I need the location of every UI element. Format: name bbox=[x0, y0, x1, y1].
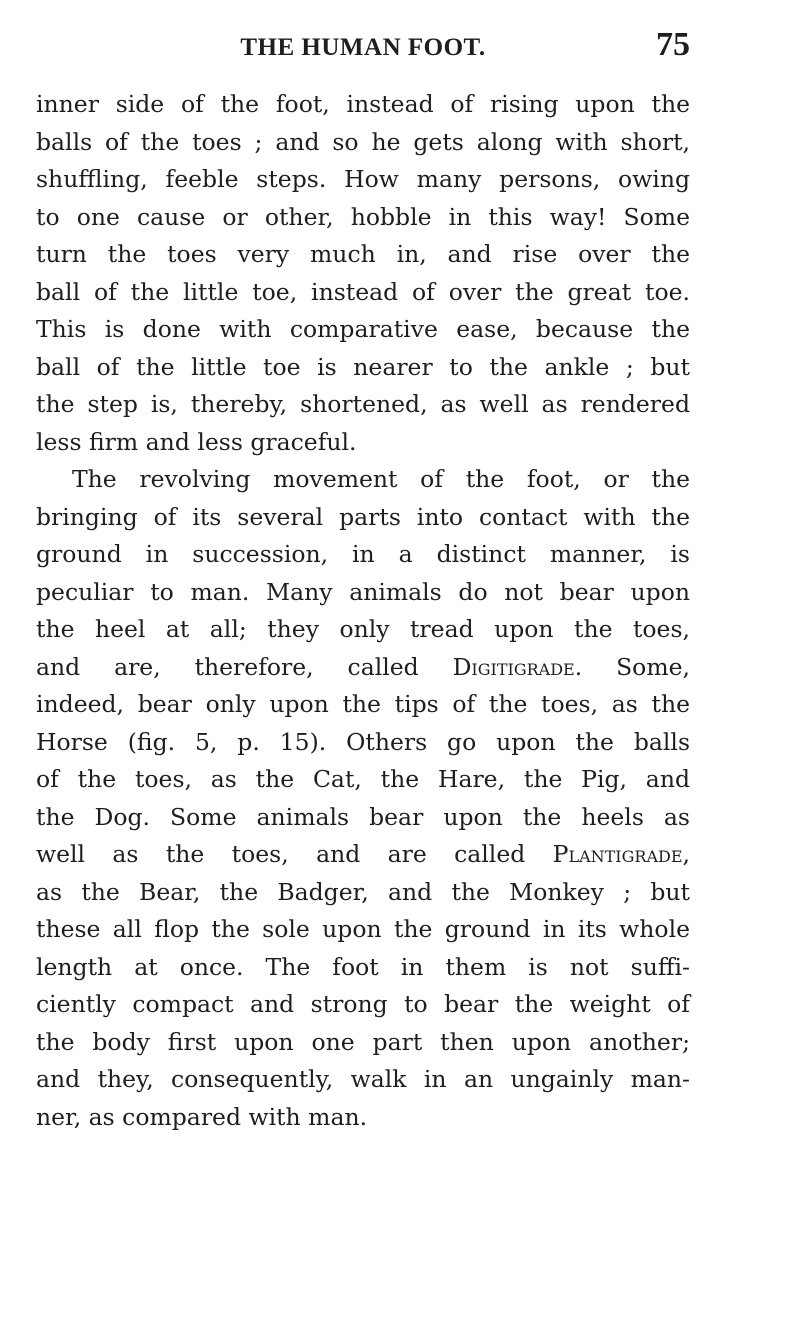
text-line: Horse (fig. 5, p. 15). Others go upon the balls bbox=[36, 727, 690, 756]
text-line-with-term bbox=[36, 836, 690, 874]
text-line: to one cause or other, hobble in this way! Some bbox=[36, 202, 690, 231]
text-line: This is done with comparative ease, because the bbox=[36, 315, 690, 343]
text-body bbox=[36, 86, 690, 1136]
text-line: ner, as compared with man. bbox=[36, 1102, 368, 1131]
text-line-with-term bbox=[36, 649, 690, 687]
text-line: indeed, bear only upon the tips of the toes, as the bbox=[36, 690, 690, 718]
line-text: well as the toes, and are called bbox=[36, 840, 553, 868]
running-head bbox=[36, 26, 690, 74]
text-line: and they, consequently, walk in an ungainly man- bbox=[36, 1065, 690, 1093]
text-line: inner side of the foot, instead of rising upon the bbox=[36, 90, 690, 118]
line-text: Some, bbox=[582, 652, 690, 681]
line-text: and are, therefore, called bbox=[36, 652, 453, 681]
text-line: the body first upon one part then upon another; bbox=[36, 1027, 690, 1056]
paragraph bbox=[36, 86, 690, 461]
text-line: shuffling, feeble steps. How many persons, owing bbox=[36, 165, 690, 193]
text-line: ball of the little toe, instead of over the great toe. bbox=[36, 277, 690, 306]
running-title: THE HUMAN FOOT. bbox=[240, 34, 486, 61]
page-number: 75 bbox=[656, 26, 690, 63]
term-digitigrade: Digitigrade. bbox=[452, 652, 583, 681]
text-line: the heel at all; they only tread upon the toes, bbox=[36, 615, 690, 643]
text-line: length at once. The foot in them is not suffi- bbox=[36, 952, 690, 981]
text-line: the Dog. Some animals bear upon the heels as bbox=[36, 802, 690, 831]
paragraph bbox=[36, 461, 690, 1136]
text-line: peculiar to man. Many animals do not bear upon bbox=[36, 577, 690, 606]
text-line: of the toes, as the Cat, the Hare, the Pig, and bbox=[36, 765, 690, 793]
text-line: as the Bear, the Badger, and the Monkey ; but bbox=[36, 877, 690, 906]
text-line: The revolving movement of the foot, or the bbox=[72, 465, 690, 493]
text-line: ball of the little toe is nearer to the ankle ; but bbox=[36, 352, 690, 381]
text-line: ground in succession, in a distinct manner, is bbox=[36, 540, 690, 568]
term-plantigrade: Plantigrade, bbox=[552, 840, 690, 868]
text-line: ciently compact and strong to bear the weight of bbox=[36, 990, 690, 1018]
text-line: the step is, thereby, shortened, as well as rendered bbox=[36, 390, 690, 418]
text-line: less firm and less graceful. bbox=[36, 427, 357, 456]
text-line: turn the toes very much in, and rise over the bbox=[36, 240, 690, 268]
text-line: these all flop the sole upon the ground in its whole bbox=[36, 915, 690, 943]
text-line: balls of the toes ; and so he gets along with short, bbox=[36, 127, 690, 156]
text-line: bringing of its several parts into contact with the bbox=[36, 502, 690, 531]
